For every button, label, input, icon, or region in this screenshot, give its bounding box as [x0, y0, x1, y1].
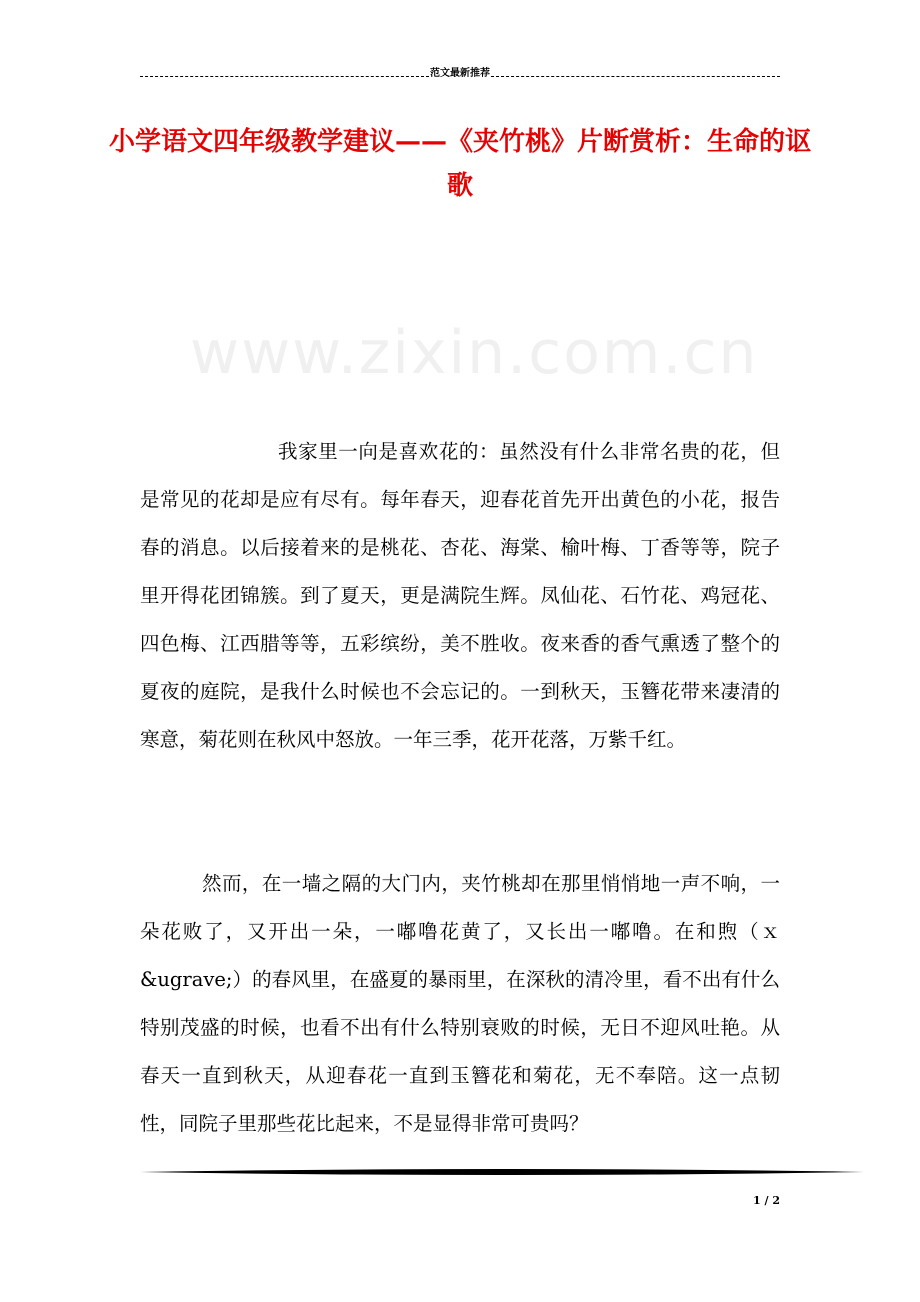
footer-rule [140, 1168, 864, 1176]
header-left-rule [140, 76, 429, 77]
header-right-rule [491, 76, 780, 77]
header-label: 范文最新推荐 [430, 68, 490, 79]
page-number: 1 / 2 [753, 1194, 780, 1207]
watermark: www.zixin.com.cn [190, 318, 759, 388]
page-header [140, 68, 780, 80]
paragraph-2: 然而，在一墙之隔的大门内，夹竹桃却在那里悄悄地一声不响，一朵花败了，又开出一朵，一嘟噜花黄了，又长出一嘟噜。在和煦（ｘ&ugrave;）的春风里，在盛夏的暴雨里，在深秋的清冷里，看不出有什么特别茂盛的时候，也看不出有什么特别衰败的时候，无日不迎风吐艳。从春天一直到秋天，从迎春花一直到玉簪花和菊花，无不奉陪。这一点韧性，同院子里那些花比起来，不是显得非常可贵吗？ [140, 872, 780, 1135]
paragraph-1: 我家里一向是喜欢花的：虽然没有什么非常名贵的花，但是常见的花却是应有尽有。每年春天，迎春花首先开出黄色的小花，报告春的消息。以后接着来的是桃花、杏花、海棠、榆叶梅、丁香等等，院子里开得花团锦簇。到了夏天，更是满院生辉。凤仙花、石竹花、鸡冠花、四色梅、江西腊等等，五彩缤纷，美不胜收。夜来香的香气熏透了整个的夏夜的庭院，是我什么时候也不会忘记的。一到秋天，玉簪花带来凄清的寒意，菊花则在秋风中怒放。一年三季，花开花落，万紫千红。 [140, 440, 780, 751]
document-title: 小学语文四年级教学建议——《夹竹桃》片断赏析：生命的讴歌 [108, 127, 811, 201]
